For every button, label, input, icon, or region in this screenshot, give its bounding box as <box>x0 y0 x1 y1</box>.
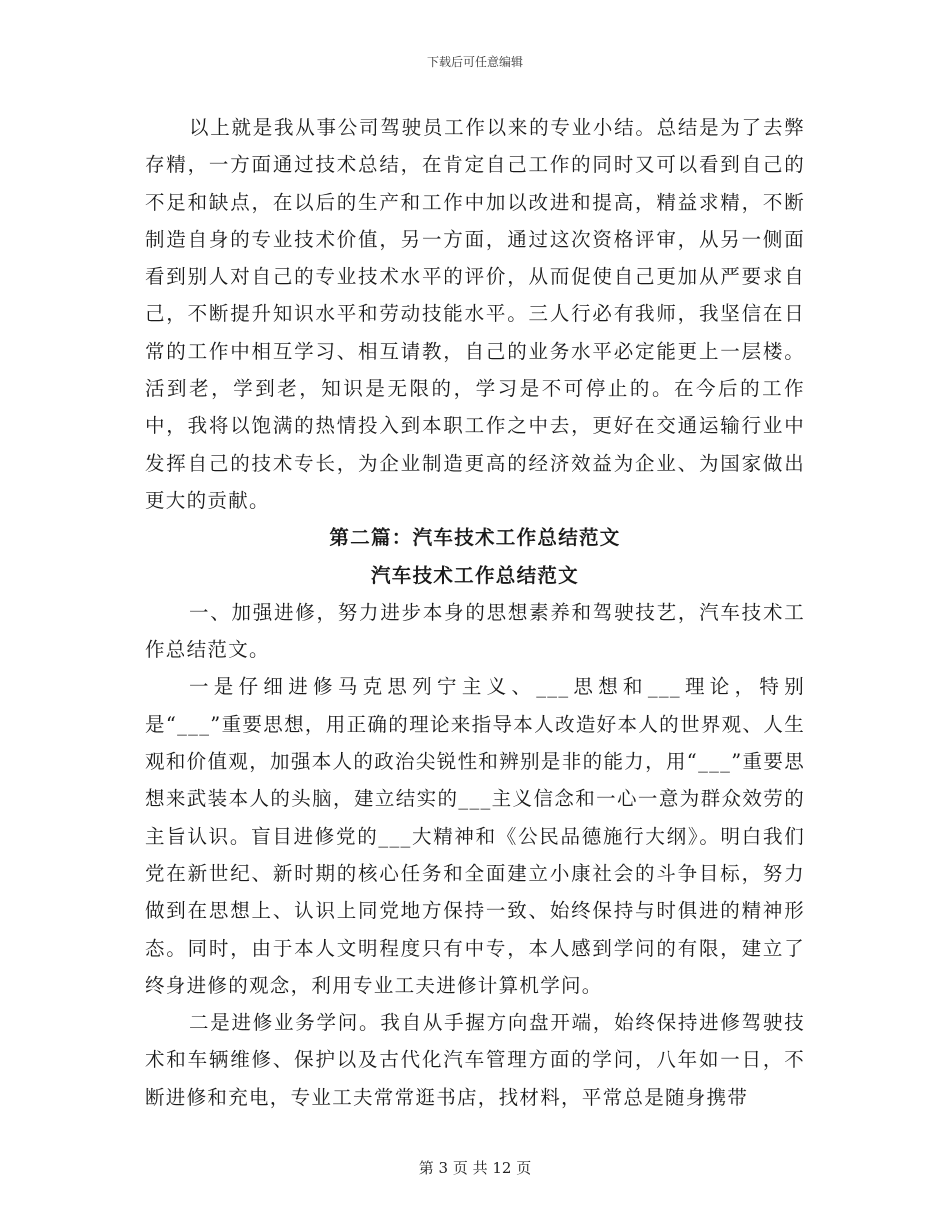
document-body <box>145 109 805 1116</box>
body-paragraph-2: 一、加强进修，努力进步本身的思想素养和驾驶技艺，汽车技术工作总结范文。 <box>145 600 805 662</box>
page-header: 下载后可任意编辑 <box>426 55 523 69</box>
section-heading: 第二篇：汽车技术工作总结范文 <box>329 526 621 550</box>
page-footer: 第 3 页 共 12 页 <box>418 1159 532 1177</box>
body-paragraph-3: 一是仔细进修马克思列宁主义、___思想和___理论，特别是“___”重要思想，用正确的理论来指导本人改造好本人的世界观、人生观和价值观，加强本人的政治尖锐性和辨别是非的能力，用“___”重要思想来武装本人的头脑，建立结实的___主义信念和一心一意为群众效劳的主旨认识。盲目进修党的___大精神和《公民品德施行大纲》。明白我们党在新世纪、新时期的核心任务和全面建立小康社会的斗争目标，努力做到在思想上、认识上同党地方保持一致、始终保持与时俱进的精神形态。同时，由于本人文明程度只有中专，本人感到学问的有限，建立了终身进修的观念，利用专业工夫进修计算机学问。 <box>145 675 805 997</box>
document-title: 汽车技术工作总结范文 <box>370 563 579 587</box>
body-paragraph-1: 以上就是我从事公司驾驶员工作以来的专业小结。总结是为了去弊存精，一方面通过技术总结，在肯定自己工作的同时又可以看到自己的不足和缺点，在以后的生产和工作中加以改进和提高，精益求精，不断制造自身的专业技术价值，另一方面，通过这次资格评审，从另一侧面看到别人对自己的专业技术水平的评价，从而促使自己更加从严要求自己，不断提升知识水平和劳动技能水平。三人行必有我师，我坚信在日常的工作中相互学习、相互请教，自己的业务水平必定能更上一层楼。活到老，学到老，知识是无限的，学习是不可停止的。在今后的工作中，我将以饱满的热情投入到本职工作之中去，更好在交通运输行业中发挥自己的技术专长，为企业制造更高的经济效益为企业、为国家做出更大的贡献。 <box>145 116 805 512</box>
body-paragraph-4: 二是进修业务学问。我自从手握方向盘开端，始终保持进修驾驶技术和车辆维修、保护以及古代化汽车管理方面的学问，八年如一日，不断进修和充电，专业工夫常常逛书店，找材料，平常总是随身携带 <box>145 1011 805 1109</box>
